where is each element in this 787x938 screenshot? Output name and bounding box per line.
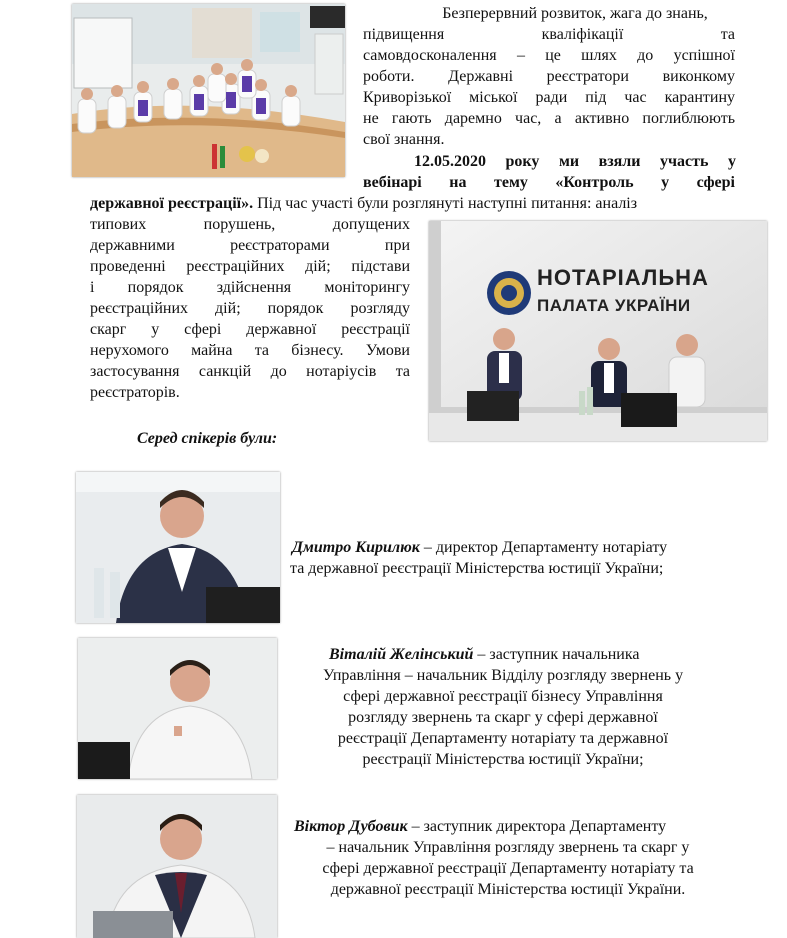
banner-line-1: НОТАРІАЛЬНА xyxy=(537,265,709,290)
topics-line-3: проведенні реєстраційних дій; підстави xyxy=(90,258,410,275)
webinar-line-3 xyxy=(90,193,637,214)
intro-line-6: не гають даремно час, а активно поглиблюють xyxy=(363,110,735,127)
speaker-photo-1 xyxy=(76,472,280,623)
team-photo xyxy=(72,4,345,177)
speaker-2-line-3: сфері державної реєстрації бізнесу Управління xyxy=(343,688,663,705)
topics-line-4: і порядок здійснення моніторингу xyxy=(90,279,410,296)
speaker-3-line-2: – начальник Управління розгляду звернень та скарг у xyxy=(326,839,690,856)
speaker-3-line-3: сфері державної реєстрації Департаменту нотаріату та xyxy=(322,860,694,877)
speakers-heading: Серед спікерів були: xyxy=(137,430,278,447)
speaker-1-name: Дмитро Кирилюк xyxy=(292,539,420,556)
speaker-1-line-1 xyxy=(292,537,667,558)
webinar-panel-photo xyxy=(429,221,767,441)
speaker-photo-2 xyxy=(78,638,277,779)
webinar-line-1: 12.05.2020 року ми взяли участь у xyxy=(414,153,736,170)
speaker-2-name: Віталій Желінський xyxy=(329,646,474,663)
speaker-1-line-1-rest: – директор Департаменту нотаріату xyxy=(419,539,668,556)
speaker-2-line-2: Управління – начальник Відділу розгляду звернень у xyxy=(322,667,684,684)
intro-line-5: Криворізької міської ради під час карантину xyxy=(363,89,735,106)
speaker-2-line-1-rest: – заступник начальника xyxy=(473,646,640,663)
webinar-topic-end: державної реєстрації». xyxy=(90,195,254,212)
topics-line-5: реєстраційних дій; порядок розгляду xyxy=(90,300,410,317)
webinar-line-3-rest: Під час участі були розглянуті наступні питання: аналіз xyxy=(253,195,638,212)
webinar-line-2: вебінарі на тему «Контроль у сфері xyxy=(363,174,735,191)
speaker-2-line-4: розгляду звернень та скарг у сфері державної xyxy=(348,709,658,726)
speaker-3-line-4: державної реєстрації Міністерства юстиції України. xyxy=(330,881,686,898)
speaker-1-line-2: та державної реєстрації Міністерства юстиції України; xyxy=(290,560,664,577)
intro-line-1: Безперервний розвиток, жага до знань, xyxy=(442,5,708,22)
speaker-2-line-6: реєстрації Міністерства юстиції України; xyxy=(362,751,644,768)
speaker-3-name: Віктор Дубовик xyxy=(294,818,408,835)
intro-line-7: свої знання. xyxy=(363,131,445,148)
topics-line-7: нерухомого майна та бізнесу. Умови xyxy=(90,342,410,359)
speaker-3-line-1 xyxy=(294,816,666,837)
topics-line-6: скарг у сфері державної реєстрації xyxy=(90,321,410,338)
banner-line-2: ПАЛАТА УКРАЇНИ xyxy=(537,296,691,315)
intro-line-4: роботи. Державні реєстратори виконкому xyxy=(363,68,735,85)
topics-line-2: державними реєстраторами при xyxy=(90,237,410,254)
topics-line-1: типових порушень, допущених xyxy=(90,216,410,233)
intro-line-3: самовдосконалення – це шлях до успішної xyxy=(363,47,735,64)
speaker-2-line-5: реєстрації Департаменту нотаріату та державної xyxy=(337,730,669,747)
topics-line-9: реєстраторів. xyxy=(90,384,180,401)
speaker-photo-3 xyxy=(77,795,277,938)
intro-line-2: підвищення кваліфікації та xyxy=(363,26,735,43)
speaker-3-line-1-rest: – заступник директора Департаменту xyxy=(407,818,667,835)
topics-line-8: застосування санкцій до нотаріусів та xyxy=(90,363,410,380)
speaker-2-line-1 xyxy=(329,644,640,665)
